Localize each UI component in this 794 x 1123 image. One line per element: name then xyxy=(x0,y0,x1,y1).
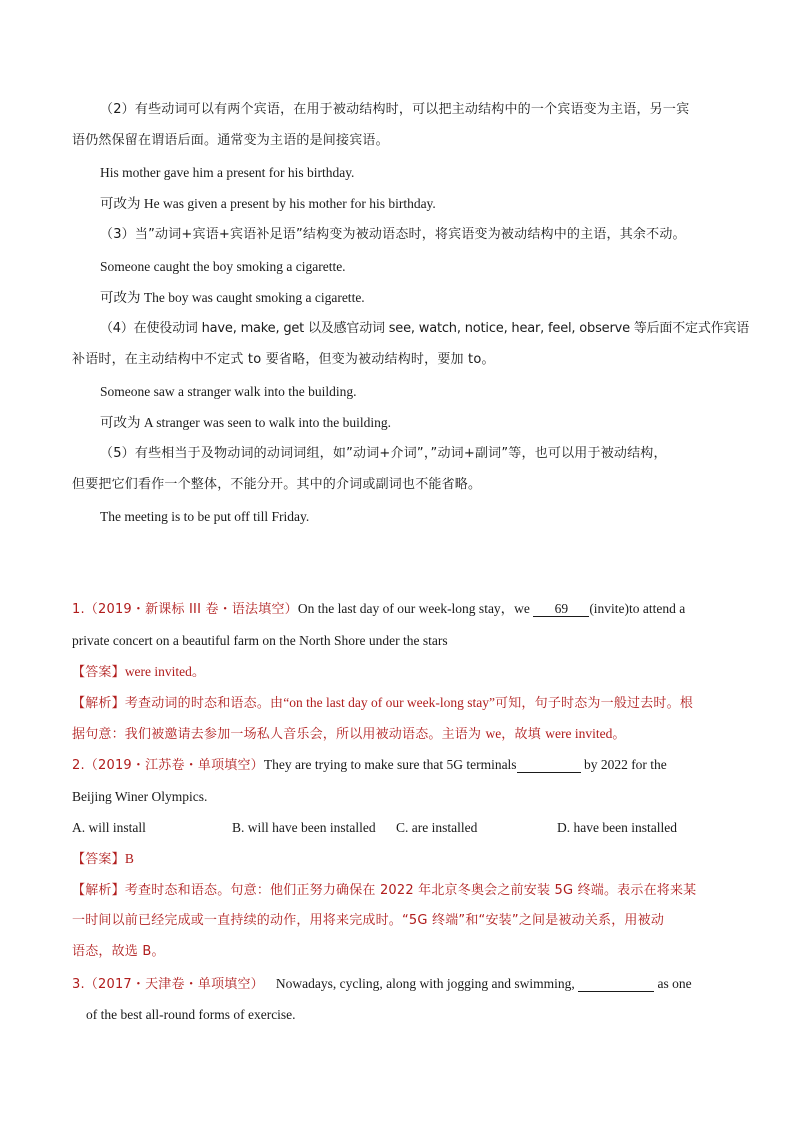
question-3-line-2: of the best all-round forms of exercise. xyxy=(86,1007,296,1022)
note-5-line-1: （5）有些相当于及物动词的动词词组，如”动词+介词”，”动词+副词”等，也可以用于被动结构， xyxy=(100,446,667,461)
analysis-text: ，故填 xyxy=(501,727,546,742)
question-1-source: 1.（2019・新课标 III 卷・语法填空） xyxy=(72,602,298,617)
analysis-text: 可知，句子时态为一般过去时。根 xyxy=(495,696,694,711)
question-2-text-b: by 2022 for the xyxy=(580,757,667,772)
analysis-label: 【解析】 xyxy=(72,696,125,711)
question-3-source: 3.（2017・天津卷・单项填空） xyxy=(72,977,264,992)
option-a[interactable]: A. will install xyxy=(72,820,146,835)
option-d[interactable]: D. have been installed xyxy=(557,820,677,835)
note-2-example-2: 可改为 He was given a present by his mother for his birthday. xyxy=(100,196,436,211)
question-2-answer xyxy=(72,850,134,869)
analysis-text: 考查时态和语态。句意：他们正努力确保在 2022 年北京冬奥会之前安装 5G 终端。表示在将来某 xyxy=(124,883,697,898)
answer-label: 【答案】 xyxy=(72,665,125,680)
analysis-label: 【解析】 xyxy=(72,883,125,898)
question-3-blank[interactable] xyxy=(578,977,654,992)
note-3-example-1: Someone caught the boy smoking a cigarette. xyxy=(100,259,346,274)
note-2-line-1: （2）有些动词可以有两个宾语，在用于被动结构时，可以把主动结构中的一个宾语变为主语，另一宾 xyxy=(100,102,690,117)
question-2-analysis-line-1 xyxy=(72,881,696,900)
note-4-line-2: 补语时，在主动结构中不定式 to 要省略，但变为被动结构时，要加 to。 xyxy=(72,352,495,367)
note-5-example-1: The meeting is to be put off till Friday. xyxy=(100,509,310,524)
answer-value: were invited。 xyxy=(124,664,206,679)
option-b[interactable]: B. will have been installed xyxy=(232,820,376,835)
answer-label: 【答案】 xyxy=(72,852,125,867)
question-3 xyxy=(72,975,692,994)
note-3-line-1: （3）当”动词+宾语+宾语补足语”结构变为被动语态时，将宾语变为被动结构中的主语，其余不动。 xyxy=(100,227,686,242)
analysis-text: 据句意：我们被邀请去参加一场私人音乐会，所以用被动语态。主语为 xyxy=(72,727,486,742)
question-3-text-b: as one xyxy=(654,976,692,991)
analysis-fill: were invited xyxy=(545,726,613,741)
note-2-line-2: 语仍然保留在谓语后面。通常变为主语的是间接宾语。 xyxy=(72,133,389,148)
question-1-text-b: (invite)to attend a xyxy=(589,601,686,616)
question-2 xyxy=(72,756,667,775)
question-2-line-2: Beijing Winer Olympics. xyxy=(72,789,208,804)
question-1-answer xyxy=(72,663,205,682)
note-3-example-2: 可改为 The boy was caught smoking a cigarette. xyxy=(100,290,365,305)
note-4-example-1: Someone saw a stranger walk into the building. xyxy=(100,384,357,399)
question-1 xyxy=(72,600,685,619)
question-2-blank[interactable] xyxy=(517,758,581,773)
note-2-example-1: His mother gave him a present for his birthday. xyxy=(100,165,355,180)
question-1-analysis-line-2 xyxy=(72,725,626,744)
question-1-blank[interactable]: 69 xyxy=(533,602,589,617)
question-1-line-2: private concert on a beautiful farm on the North Shore under the stars xyxy=(72,633,448,648)
question-2-analysis-line-3: 语态，故选 B。 xyxy=(72,944,165,959)
note-4-example-2: 可改为 A stranger was seen to walk into the building. xyxy=(100,415,391,430)
question-3-text-a: Nowadays, cycling, along with jogging and swimming, xyxy=(275,976,579,991)
analysis-subject: we xyxy=(485,726,502,741)
question-1-text-a: On the last day of our week-long stay，we xyxy=(297,601,534,616)
question-2-source: 2.（2019・江苏卷・单项填空） xyxy=(72,758,264,773)
question-2-analysis-line-2: 一时间以前已经完成或一直持续的动作，用将来完成时。“5G 终端”和“安装”之间是被动关系，用被动 xyxy=(72,913,665,928)
question-1-analysis-line-1 xyxy=(72,694,693,713)
question-2-text-a: They are trying to make sure that 5G terminals xyxy=(263,757,517,772)
note-5-line-2: 但要把它们看作一个整体，不能分开。其中的介词或副词也不能省略。 xyxy=(72,477,482,492)
answer-value: B xyxy=(124,851,134,866)
note-4-line-1: （4）在使役动词 have, make, get 以及感官动词 see, watch, notice, hear, feel, observe 等后面不定式作宾语 xyxy=(100,321,750,336)
option-c[interactable]: C. are installed xyxy=(396,820,478,835)
analysis-text: 考查动词的时态和语态。由 xyxy=(124,696,284,711)
analysis-quote: “on the last day of our week-long stay” xyxy=(283,695,496,710)
analysis-text: 。 xyxy=(612,727,626,742)
